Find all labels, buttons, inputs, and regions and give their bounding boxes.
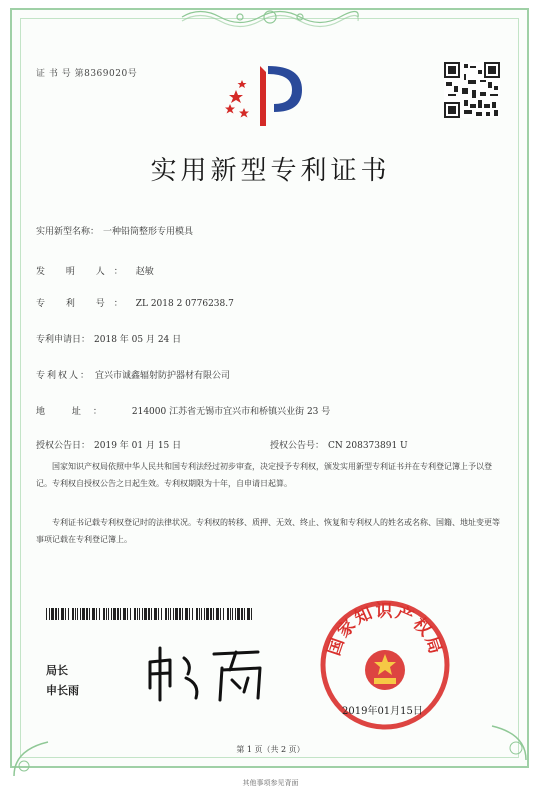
certificate-number (36, 66, 137, 79)
director-name: 申长雨 (46, 684, 79, 697)
body-paragraph-2: 专利证书记载专利权登记时的法律状况。专利权的转移、质押、无效、终止、恢复和专利权人的姓名或名称、国籍、地址变更等事项记载在专利登记簿上。 (36, 518, 500, 544)
body-paragraph-1: 国家知识产权局依照中华人民共和国专利法经过初步审查，决定授予专利权，颁发实用新型专利证书并在专利登记簿上予以登记。专利权自授权公告之日起生效。专利权期限为十年，自申请日起算。 (36, 462, 492, 488)
director-signature-icon (140, 640, 280, 710)
utility-model-name-value: 一种铅筒整形专用模具 (103, 227, 194, 237)
footer-note: 其他事项参见背面 (242, 779, 299, 787)
grant-number-row (270, 438, 408, 451)
inventor-row (36, 264, 154, 277)
grant-date-label: 授权公告日： (36, 441, 91, 451)
patent-number-label: 专 利 号： (36, 299, 132, 309)
svg-text:国家知识产权局 (324, 601, 446, 658)
utility-model-name-label: 实用新型名称： (36, 227, 100, 237)
filing-date-value: 2018 年 05 月 24 日 (94, 335, 182, 345)
grant-number-label: 授权公告号： (270, 441, 325, 451)
filing-date-row (36, 332, 181, 345)
corner-ornament-icon (490, 724, 528, 762)
patent-number-row (36, 296, 234, 309)
inventor-label: 发 明 人： (36, 267, 132, 277)
certificate-number-value: 8369020 (84, 69, 128, 79)
address-row (36, 404, 330, 417)
director-title: 局长 (46, 664, 68, 677)
patentee-row (36, 368, 230, 381)
seal-text: 国家知识产权局 (324, 601, 446, 659)
grant-date-row (36, 438, 181, 451)
qr-code-icon (444, 62, 500, 118)
patentee-value: 宜兴市诚鑫辐射防护器材有限公司 (95, 371, 231, 381)
patent-number-value: ZL 2018 2 0776238.7 (135, 299, 234, 309)
grant-number-value: CN 208373891 U (328, 441, 408, 451)
barcode-icon (46, 608, 252, 620)
patentee-label: 专利权人： (36, 371, 92, 381)
inventor-value: 赵敏 (135, 267, 154, 277)
address-label: 地 址： (36, 407, 114, 417)
certificate-number-label: 证 书 号 第 (36, 69, 85, 79)
grant-date-value: 2019 年 01 月 15 日 (94, 441, 182, 451)
top-ornament-icon (180, 6, 360, 28)
seal-date: 2019年01月15日 (342, 706, 423, 717)
certificate-title: 实用新型专利证书 (150, 156, 391, 186)
address-value: 214000 江苏省无锡市宜兴市和桥镇兴业街 23 号 (131, 407, 331, 417)
cnipa-logo-icon (222, 60, 318, 132)
utility-model-name-row (36, 224, 193, 237)
filing-date-label: 专利申请日： (36, 335, 91, 345)
certificate-number-suffix: 号 (127, 69, 138, 79)
page-number: 第 1 页（共 2 页） (236, 745, 305, 754)
